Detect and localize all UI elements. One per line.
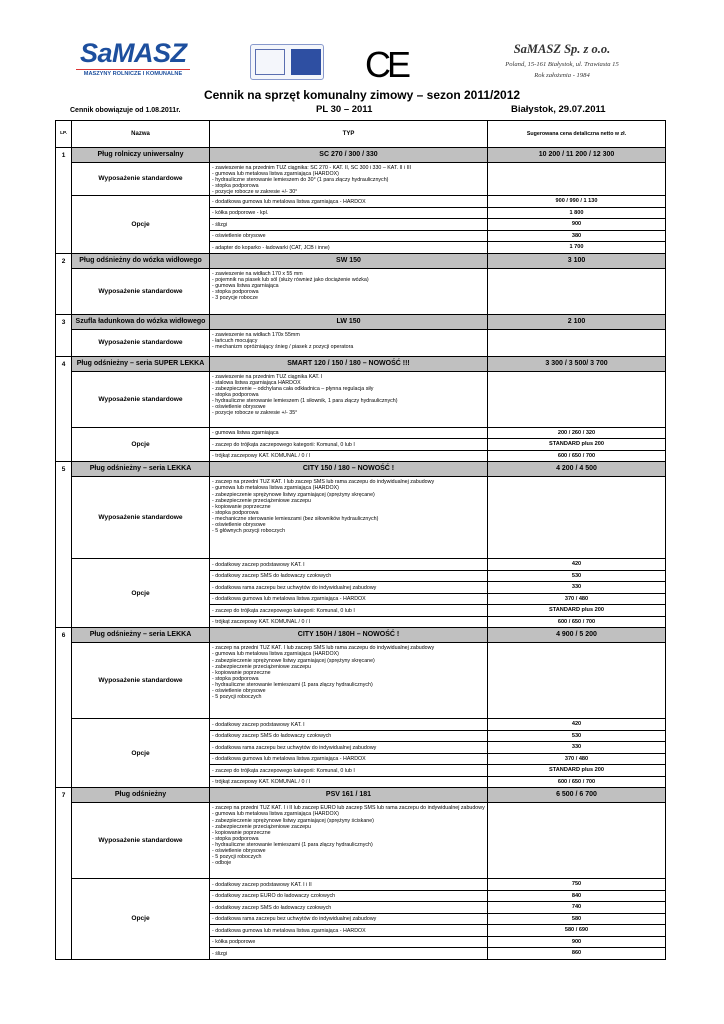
- feature-item: - zabezpieczenie sprężynowe listwy zgarniającej (sprężyny skręcane): [212, 491, 375, 498]
- section-price: 3 300 / 3 500/ 3 700: [488, 356, 666, 371]
- feature-item: - 3 pozycje robocze: [212, 295, 258, 302]
- feature-item: - gumowa lub metalowa listwa zgarniająca (HARDOX): [212, 811, 339, 818]
- company-founded: Rok założenia - 1984: [534, 72, 590, 79]
- option-price: 580: [488, 913, 666, 925]
- section-number: 3: [56, 314, 72, 356]
- standard-equipment-row: [56, 371, 666, 427]
- feature-item: - 5 pozycji roboczych: [212, 854, 262, 861]
- standard-feature-list: [210, 329, 488, 356]
- standard-price-cell: [488, 371, 666, 427]
- option-name: - dodatkowy zaczep EURO do ładowaczy czołowych: [210, 890, 488, 902]
- standard-feature-list: [210, 163, 488, 196]
- option-price: 200 / 260 / 320: [488, 427, 666, 439]
- section-number: 2: [56, 253, 72, 314]
- option-price: 900: [488, 219, 666, 231]
- feature-item: - hydrauliczne sterowanie lemieszem do 30° (1 para złączy hydraulicznych): [212, 177, 389, 184]
- standard-equipment-row: [56, 163, 666, 196]
- feature-item: - łańcuch mocujący: [212, 337, 258, 344]
- company-name: SaMASZ Sp. z o.o.: [513, 42, 611, 56]
- section-price: 3 100: [488, 253, 666, 268]
- option-name: - adapter do koparko - ładowarki (CAT, JCB i inne): [210, 242, 488, 254]
- feature-item: - stopka podporowa: [212, 509, 259, 516]
- option-name: - dodatkowa rama zaczepu bez uchwytów do indywidualnej zabudowy: [210, 913, 488, 925]
- section-number: 7: [56, 788, 72, 960]
- option-price: 330: [488, 582, 666, 594]
- option-price: STANDARD plus 200: [488, 765, 666, 777]
- option-price: 380: [488, 230, 666, 242]
- option-price: 860: [488, 948, 666, 960]
- option-name: - kółka podporowe - kpl.: [210, 207, 488, 219]
- standard-price-cell: [488, 163, 666, 196]
- standard-equipment-row: [56, 477, 666, 559]
- options-label: Opcje: [72, 559, 210, 628]
- section-price: 6 500 / 6 700: [488, 788, 666, 803]
- section-number: 6: [56, 628, 72, 788]
- standard-price-cell: [488, 268, 666, 314]
- option-name: - ślizgi: [210, 219, 488, 231]
- option-name: - trójkąt zaczepowy KAT. KOMUNAL / 0 / I: [210, 450, 488, 462]
- option-row: [56, 719, 666, 731]
- feature-item: - gumowa lub metalowa listwa zgarniająca (HARDOX): [212, 171, 339, 178]
- feature-item: - stopka podporowa: [212, 675, 259, 682]
- feature-item: - zaczep na przedni TUZ KAT. I lub zaczep SMS lub rama zaczepu do indywidualnej zabudowy: [212, 479, 435, 486]
- option-name: - dodatkowa rama zaczepu bez uchwytów do indywidualnej zabudowy: [210, 582, 488, 594]
- option-price: 530: [488, 730, 666, 742]
- standard-equipment-label: Wyposażenie standardowe: [72, 803, 210, 879]
- section-name: Pług odśnieżny do wózka widłowego: [72, 253, 210, 268]
- option-name: - dodatkowy zaczep podstawowy KAT. I: [210, 559, 488, 571]
- standard-price-cell: [488, 643, 666, 719]
- option-name: - dodatkowa rama zaczepu bez uchwytów do indywidualnej zabudowy: [210, 742, 488, 754]
- feature-item: - oświetlenie obrysowe: [212, 521, 266, 528]
- option-name: - dodatkowa gumowa lub metalowa listwa zgarniająca - HARDOX: [210, 753, 488, 765]
- iso-certificate-badge: [250, 44, 324, 80]
- feature-item: - odboje: [212, 860, 232, 867]
- section-model: SW 150: [210, 253, 488, 268]
- feature-item: - kopiowanie poprzeczne: [212, 503, 271, 510]
- option-name: - trójkąt zaczepowy KAT. KOMUNAL / 0 / I: [210, 616, 488, 628]
- standard-feature-list: [210, 803, 488, 879]
- standard-equipment-row: [56, 803, 666, 879]
- option-name: - dodatkowy zaczep SMS do ładowaczy czołowych: [210, 902, 488, 914]
- option-row: [56, 879, 666, 891]
- options-label: Opcje: [72, 879, 210, 960]
- col-header-type: TYP: [210, 121, 488, 148]
- option-price: STANDARD plus 200: [488, 439, 666, 451]
- options-label: Opcje: [72, 427, 210, 462]
- section-name: Pług odśnieżny – seria SUPER LEKKA: [72, 356, 210, 371]
- col-header-price: Sugerowana cena detaliczna netto w zł.: [488, 121, 666, 148]
- feature-item: - kopiowanie poprzeczne: [212, 829, 271, 836]
- section-row: [56, 148, 666, 163]
- option-price: 1 800: [488, 207, 666, 219]
- feature-item: - pozycje robocze w zakresie +/- 35°: [212, 410, 298, 417]
- option-name: - zaczep do trójkąta zaczepowego kategorii: Komunal, 0 lub I: [210, 439, 488, 451]
- option-price: 580 / 690: [488, 925, 666, 937]
- feature-item: - zaczep na przedni TUZ KAT. I i II lub zaczep EURO lub zaczep SMS lub rama zaczepu do indywidualnej zabudowy: [212, 805, 485, 812]
- option-row: [56, 427, 666, 439]
- option-price: 600 / 650 / 700: [488, 776, 666, 788]
- section-model: CITY 150 / 180 – NOWOŚĆ !: [210, 462, 488, 477]
- section-model: LW 150: [210, 314, 488, 329]
- standard-price-cell: [488, 329, 666, 356]
- company-info: [486, 42, 638, 79]
- table-header-row: [56, 121, 666, 148]
- standard-feature-list: [210, 477, 488, 559]
- feature-item: - zabezpieczenie przeciążeniowe zaczepu: [212, 663, 311, 670]
- feature-item: - stopka podporowa: [212, 835, 259, 842]
- col-header-lp: LP.: [56, 121, 72, 148]
- option-name: - zaczep do trójkąta zaczepowego kategorii: Komunal, 0 lub I: [210, 605, 488, 617]
- option-name: - dodatkowa gumowa lub metalowa listwa zgarniająca - HARDOX: [210, 593, 488, 605]
- logo-wordmark: SaMASZ: [80, 38, 187, 68]
- logo-tagline: MASZYNY ROLNICZE I KOMUNALNE: [76, 69, 190, 77]
- option-price: 900: [488, 936, 666, 948]
- feature-item: - oświetlenie obrysowe: [212, 404, 266, 411]
- feature-item: - stopka podporowa: [212, 289, 259, 296]
- place-date: Białystok, 29.07.2011: [511, 104, 606, 115]
- option-price: 1 700: [488, 242, 666, 254]
- feature-item: - gumowa lub metalowa listwa zgarniająca (HARDOX): [212, 651, 339, 658]
- samasz-logo: [76, 38, 190, 86]
- feature-item: - 5 głównych pozycji roboczych: [212, 528, 286, 535]
- option-price: 600 / 650 / 700: [488, 450, 666, 462]
- option-row: [56, 559, 666, 571]
- company-address: Poland, 15-161 Białystok, ul. Trawiasta 15: [505, 61, 619, 68]
- feature-item: - zabezpieczenie przeciążeniowe zaczepu: [212, 497, 311, 504]
- section-number: 4: [56, 356, 72, 462]
- feature-item: - zawieszenie na widłach 170x 55mm: [212, 331, 300, 338]
- section-name: Pług rolniczy uniwersalny: [72, 148, 210, 163]
- standard-equipment-label: Wyposażenie standardowe: [72, 268, 210, 314]
- section-row: [56, 314, 666, 329]
- section-model: CITY 150H / 180H – NOWOŚĆ !: [210, 628, 488, 643]
- option-price: 600 / 650 / 700: [488, 616, 666, 628]
- options-label: Opcje: [72, 196, 210, 254]
- feature-item: - mechanizm opróżniający śnieg / piasek z pozycji operatora: [212, 344, 354, 351]
- standard-price-cell: [488, 477, 666, 559]
- option-price: 420: [488, 719, 666, 731]
- ce-mark: CE: [365, 44, 408, 85]
- option-name: - dodatkowa gumowa lub metalowa listwa zgarniająca - HARDOX: [210, 196, 488, 208]
- section-number: 5: [56, 462, 72, 628]
- section-name: Pług odśnieżny – seria LEKKA: [72, 628, 210, 643]
- feature-item: - pozycje robocze w zakresie +/- 30°: [212, 189, 298, 196]
- feature-item: - zabezpieczenie przeciążeniowe zaczepu: [212, 823, 311, 830]
- option-name: - dodatkowa gumowa lub metalowa listwa zgarniająca - HARDOX: [210, 925, 488, 937]
- standard-feature-list: [210, 643, 488, 719]
- option-name: - dodatkowy zaczep SMS do ładowaczy czołowych: [210, 570, 488, 582]
- feature-item: - hydrauliczne sterowanie lemieszami (1 para złączy hydraulicznych): [212, 841, 373, 848]
- option-row: [56, 196, 666, 208]
- feature-item: - zabezpieczenie sprężynowe listwy zgarniającej (sprężyny ściskane): [212, 817, 374, 824]
- section-price: 10 200 / 11 200 / 12 300: [488, 148, 666, 163]
- option-price: STANDARD plus 200: [488, 605, 666, 617]
- section-model: SC 270 / 300 / 330: [210, 148, 488, 163]
- feature-item: - gumowa listwa zgarniająca: [212, 283, 279, 290]
- options-label: Opcje: [72, 719, 210, 788]
- section-row: [56, 628, 666, 643]
- option-price: 900 / 990 / 1 130: [488, 196, 666, 208]
- feature-item: - mechaniczne sterowanie lemieszami (bez siłowników hydraulicznych): [212, 515, 379, 522]
- feature-item: - hydrauliczne sterowanie lemieszem (1 siłownik, 1 para złączy hydraulicznych): [212, 398, 398, 405]
- standard-equipment-label: Wyposażenie standardowe: [72, 477, 210, 559]
- validity-date: Cennik obowiązuje od 1.08.2011r.: [70, 107, 181, 114]
- feature-item: - zawieszenie na przednim TUZ ciągnika KAT. I: [212, 373, 323, 380]
- standard-equipment-label: Wyposażenie standardowe: [72, 643, 210, 719]
- standard-equipment-label: Wyposażenie standardowe: [72, 371, 210, 427]
- option-price: 370 / 480: [488, 753, 666, 765]
- option-price: 840: [488, 890, 666, 902]
- option-name: - zaczep do trójkąta zaczepowego kategorii: Komunal, 0 lub I: [210, 765, 488, 777]
- feature-item: - gumowa lub metalowa listwa zgarniająca (HARDOX): [212, 485, 339, 492]
- standard-price-cell: [488, 803, 666, 879]
- option-price: 740: [488, 902, 666, 914]
- section-price: 4 900 / 5 200: [488, 628, 666, 643]
- standard-equipment-label: Wyposażenie standardowe: [72, 329, 210, 356]
- option-name: - dodatkowy zaczep podstawowy KAT. I i II: [210, 879, 488, 891]
- section-model: PSV 161 / 181: [210, 788, 488, 803]
- feature-item: - stopka podporowa: [212, 183, 259, 190]
- option-name: - gumowa listwa zgarniająca: [210, 427, 488, 439]
- option-name: - ślizgi: [210, 948, 488, 960]
- option-price: 370 / 480: [488, 593, 666, 605]
- feature-item: - oświetlenie obrysowe: [212, 687, 266, 694]
- section-name: Pług odśnieżny – seria LEKKA: [72, 462, 210, 477]
- feature-item: - zabezpieczenie – odchylana cała odkładnica – płynna regulacja siły: [212, 386, 374, 393]
- section-name: Pług odśnieżny: [72, 788, 210, 803]
- feature-item: - stopka podporowa: [212, 392, 259, 399]
- page-title: Cennik na sprzęt komunalny zimowy – sezon 2011/2012: [203, 88, 521, 102]
- option-name: - dodatkowy zaczep SMS do ładowaczy czołowych: [210, 730, 488, 742]
- standard-feature-list: [210, 371, 488, 427]
- section-row: [56, 788, 666, 803]
- standard-equipment-row: [56, 643, 666, 719]
- standard-equipment-row: [56, 329, 666, 356]
- feature-item: - zaczep na przedni TUZ KAT. I lub zaczep SMS lub rama zaczepu do indywidualnej zabudowy: [212, 645, 435, 652]
- option-price: 420: [488, 559, 666, 571]
- option-price: 750: [488, 879, 666, 891]
- feature-item: - oświetlenie obrysowe: [212, 847, 266, 854]
- section-model: SMART 120 / 150 / 180 – NOWOŚĆ !!!: [210, 356, 488, 371]
- section-row: [56, 356, 666, 371]
- option-name: - oświetlenie obrysowe: [210, 230, 488, 242]
- standard-equipment-label: Wyposażenie standardowe: [72, 163, 210, 196]
- price-list-code: PL 30 – 2011: [316, 104, 373, 115]
- price-table: [55, 120, 666, 960]
- option-name: - trójkąt zaczepowy KAT. KOMUNAL / 0 / I: [210, 776, 488, 788]
- section-price: 4 200 / 4 500: [488, 462, 666, 477]
- option-name: - kółka podporowe: [210, 936, 488, 948]
- feature-item: - zabezpieczenie sprężynowe listwy zgarniającej (sprężyny skręcane): [212, 657, 375, 664]
- standard-feature-list: [210, 268, 488, 314]
- section-name: Szufla ładunkowa do wózka widłowego: [72, 314, 210, 329]
- col-header-name: Nazwa: [72, 121, 210, 148]
- feature-item: - zawieszenie na widłach 170 x 55 mm: [212, 270, 303, 277]
- feature-item: - kopiowanie poprzeczne: [212, 669, 271, 676]
- feature-item: - pojemnik na piasek lub sól (służy również jako dociążenie wózka): [212, 276, 369, 283]
- section-number: 1: [56, 148, 72, 254]
- feature-item: - 5 pozycji roboczych: [212, 694, 262, 701]
- option-price: 330: [488, 742, 666, 754]
- standard-equipment-row: [56, 268, 666, 314]
- feature-item: - hydrauliczne sterowanie lemieszami (1 para złączy hydraulicznych): [212, 681, 373, 688]
- option-price: 530: [488, 570, 666, 582]
- section-row: [56, 253, 666, 268]
- feature-item: - zawieszenie na przednim TUZ ciągnika: SC 270 - KAT. II, SC 300 i 330 – KAT. II i III: [212, 165, 412, 171]
- section-row: [56, 462, 666, 477]
- section-price: 2 100: [488, 314, 666, 329]
- feature-item: - stalowa listwa zgarniająca HARDOX: [212, 379, 301, 386]
- option-name: - dodatkowy zaczep podstawowy KAT. I: [210, 719, 488, 731]
